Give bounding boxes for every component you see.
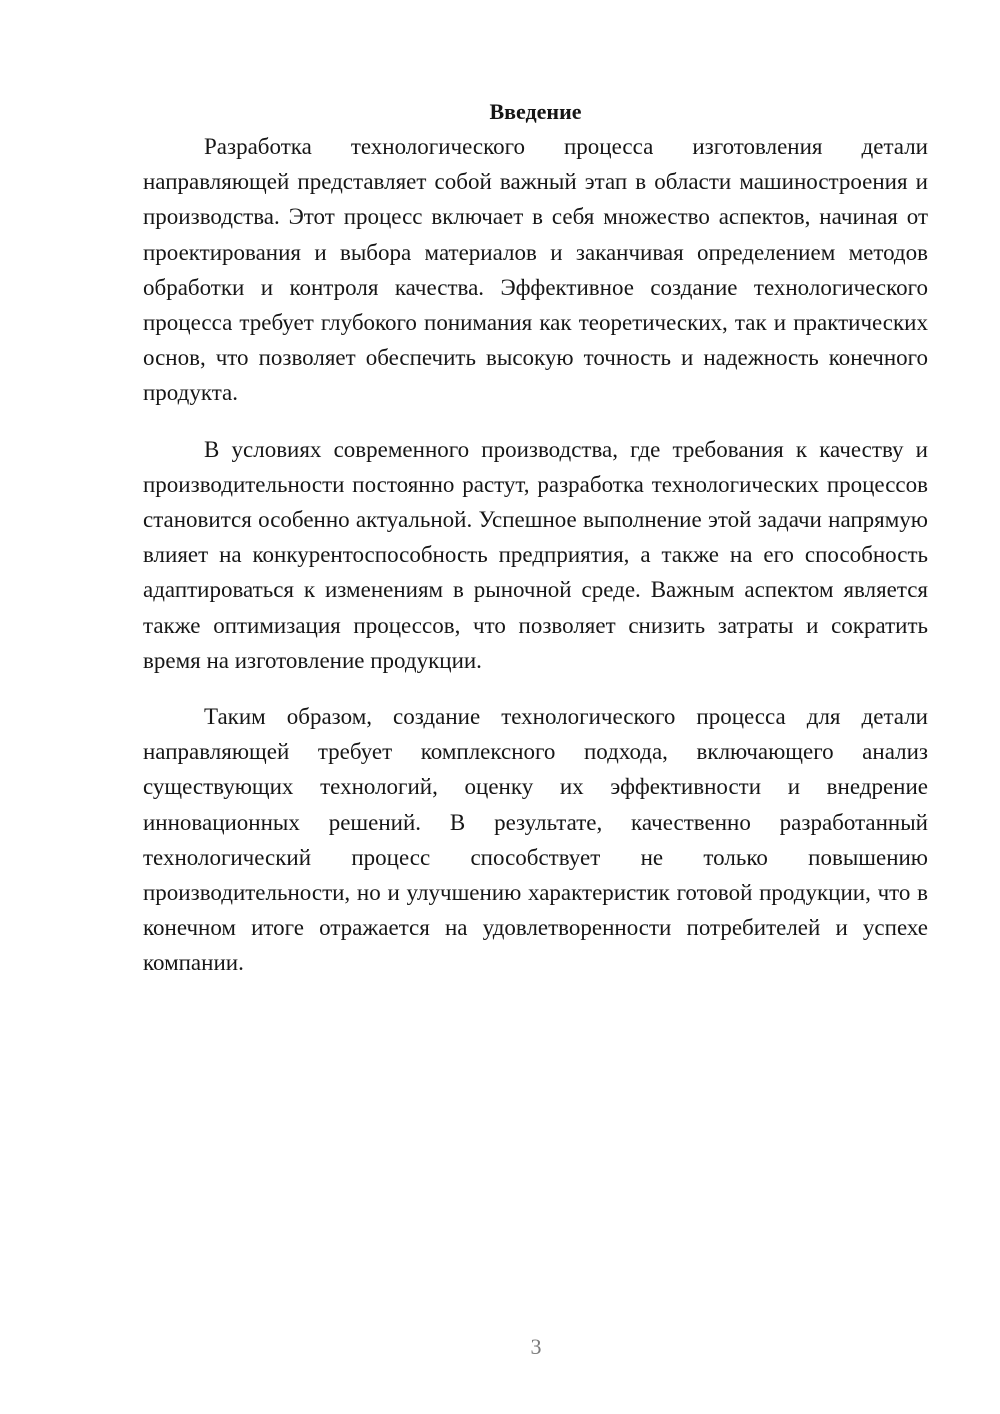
paragraph-conclusion: Таким образом, создание технологического процесса для детали направляющей требует комплексного подхода, включающего анализ существующих технологий, оценку их эффективности и внедрение инновационных решений. В результате, качественно разработанный технологический процесс способствует не только повышению производительности, но и улучшению характеристик готовой продукции, что в конечном итоге отражается на удовлетворенности потребителей и успехе компании. [143,704,928,976]
page-number: 3 [530,1334,542,1359]
page-content [143,94,928,981]
section-heading: Введение [489,99,582,124]
paragraph-intro: Разработка технологического процесса изготовления детали направляющей представляет собой важный этап в области машиностроения и производства. Этот процесс включает в себя множество аспектов, начиная от проектирования и выбора материалов и заканчивая определением методов обработки и контроля качества. Эффективное создание технологического процесса требует глубокого понимания как теоретических, так и практических основ, что позволяет обеспечить высокую точность и надежность конечного продукта. [143,134,928,406]
paragraph-relevance: В условиях современного производства, где требования к качеству и производительности постоянно растут, разработка технологических процессов становится особенно актуальной. Успешное выполнение этой задачи напрямую влияет на конкурентоспособность предприятия, а также на его способность адаптироваться к изменениям в рыночной среде. Важным аспектом является также оптимизация процессов, что позволяет снизить затраты и сократить время на изготовление продукции. [143,436,928,673]
